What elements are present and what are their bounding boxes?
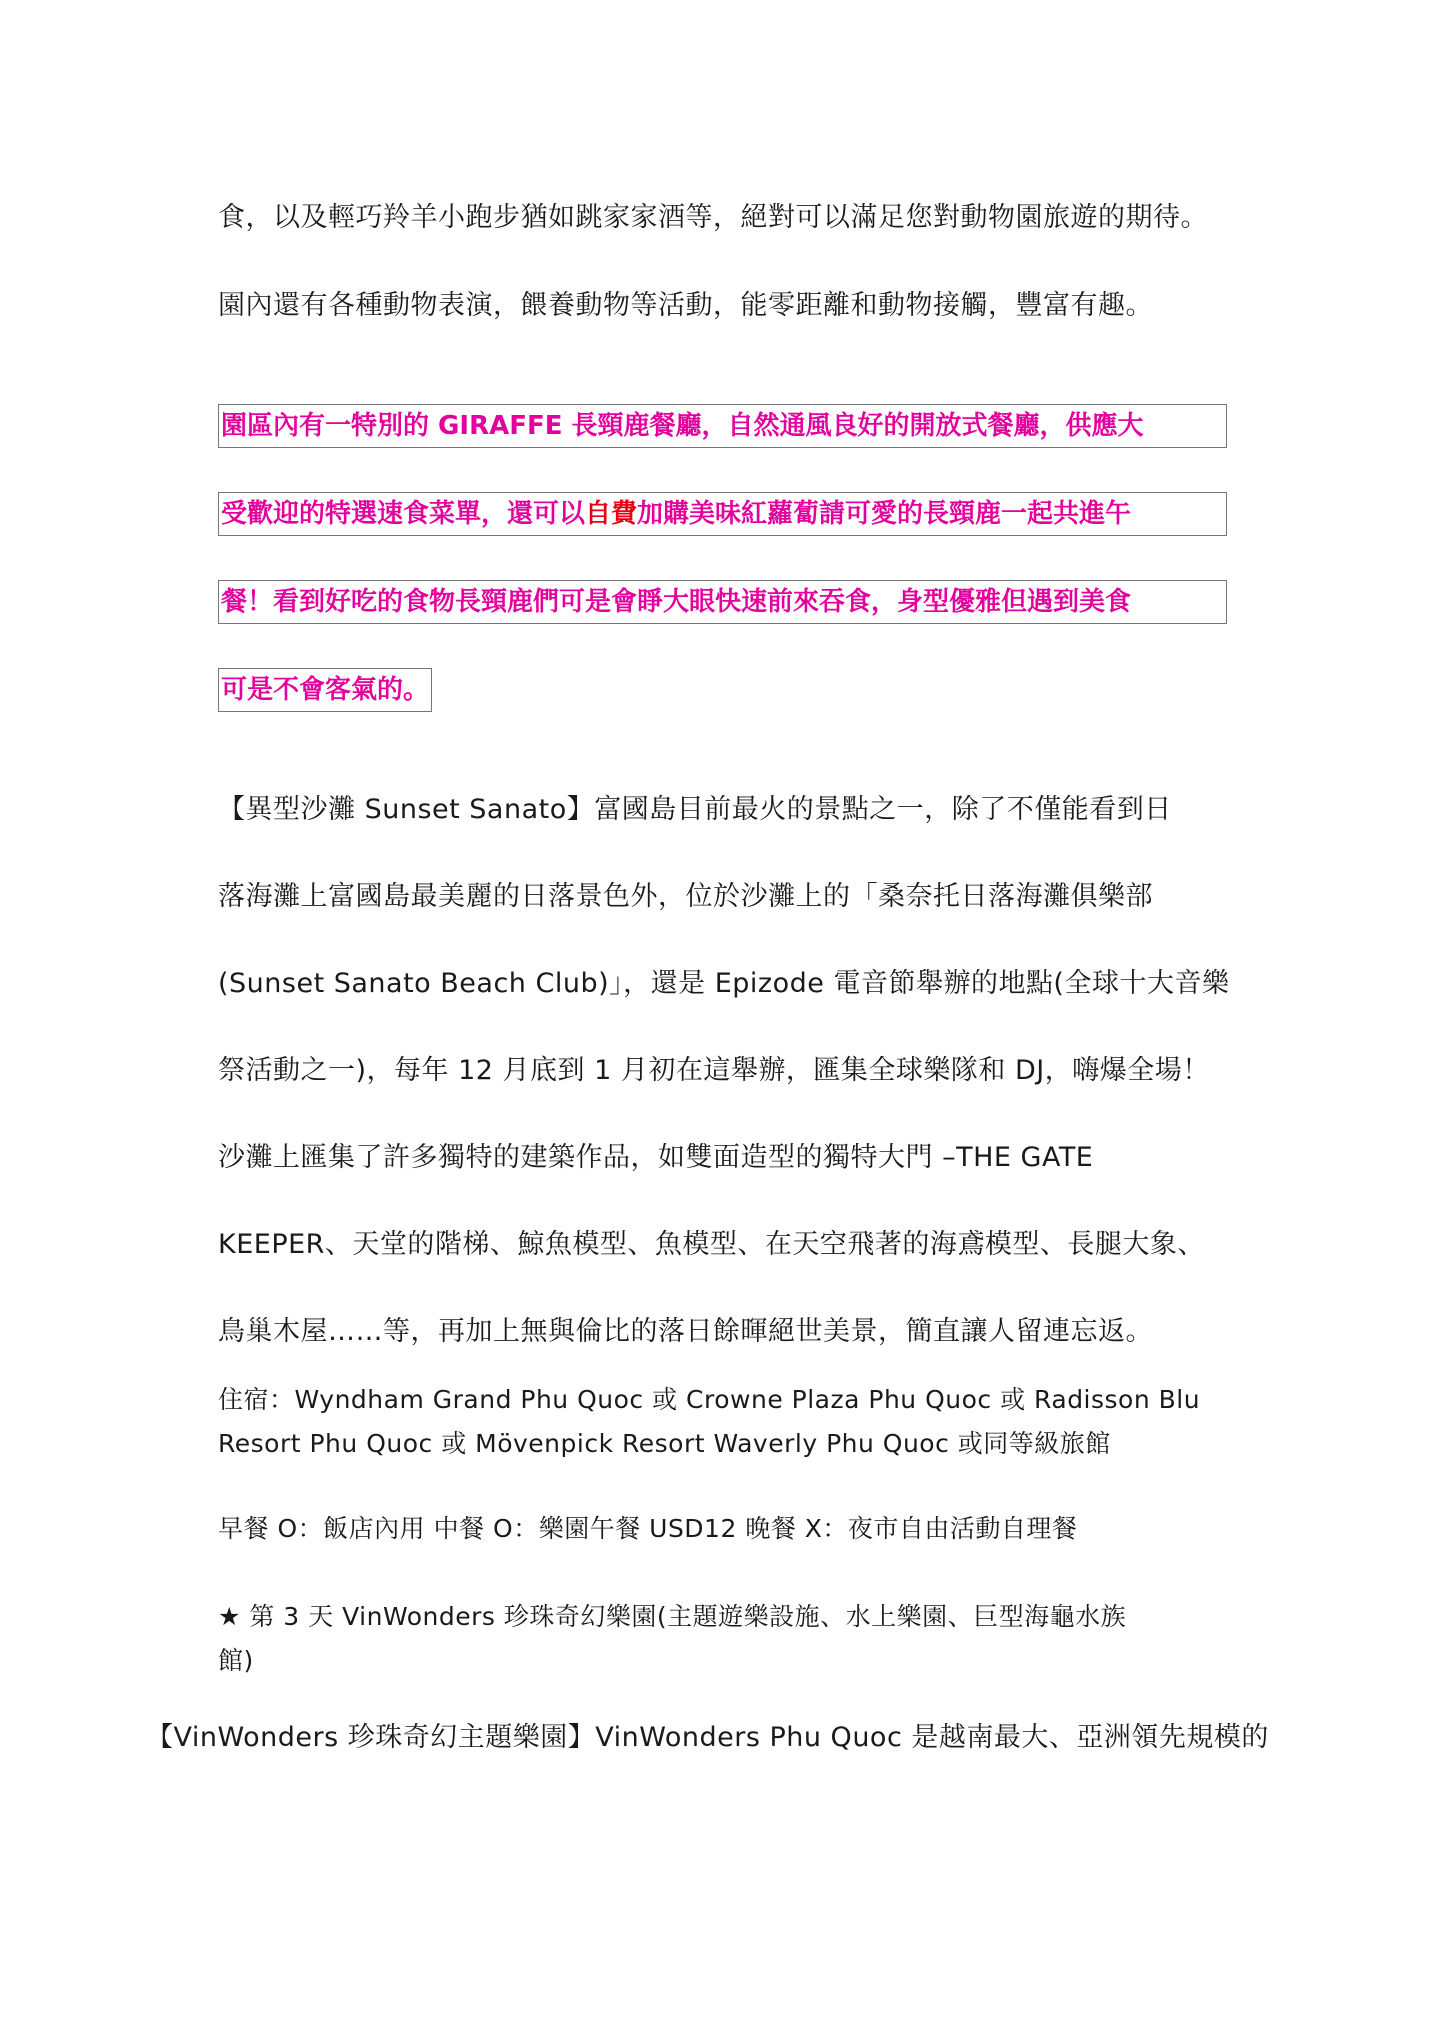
vinwonders-intro: 【VinWonders 珍珠奇幻主題樂園】VinWonders Phu Quoc 是越南最大、亞洲領先規模的: [146, 1722, 1269, 1753]
lodging-line2: Resort Phu Quoc 或 Mövenpick Resort Waverly Phu Quoc 或同等級旅館: [218, 1429, 1111, 1458]
para2-line4: 祭活動之一)，每年 12 月底到 1 月初在這舉辦，匯集全球樂隊和 DJ，嗨爆全場！: [218, 1055, 1210, 1086]
lodging-line1: 住宿：Wyndham Grand Phu Quoc 或 Crowne Plaza Phu Quoc 或 Radisson Blu: [218, 1385, 1201, 1414]
highlight-line4: 可是不會客氣的。: [218, 668, 432, 712]
highlight-line2-a: 受歡迎的特選速食菜單，還可以: [221, 499, 586, 529]
highlight-line2: [218, 492, 1227, 536]
para2-line1: 【異型沙灘 Sunset Sanato】富國島目前最火的景點之一，除了不僅能看到日: [218, 794, 1172, 825]
highlight-self-pay: 自費: [585, 499, 638, 529]
para2-line2: 落海灘上富國島最美麗的日落景色外，位於沙灘上的「桑奈托日落海灘俱樂部: [218, 881, 1153, 912]
highlight-line2-c: 加購美味紅蘿蔔請可愛的長頸鹿一起共進午: [637, 499, 1132, 529]
para2-line6: KEEPER、天堂的階梯、鯨魚模型、魚模型、在天空飛著的海鳶模型、長腿大象、: [218, 1229, 1205, 1260]
day3-heading-line1: ★ 第 3 天 VinWonders 珍珠奇幻樂園(主題遊樂設施、水上樂園、巨型海龜水族: [218, 1602, 1127, 1631]
day3-heading-line2: 館): [218, 1646, 254, 1675]
highlight-line3: 餐！看到好吃的食物長頸鹿們可是會睜大眼快速前來吞食，身型優雅但遇到美食: [218, 580, 1227, 624]
meals-line: 早餐 O：飯店內用 中餐 O：樂園午餐 USD12 晚餐 X：夜市自由活動自理餐: [218, 1514, 1078, 1543]
para2-line5: 沙灘上匯集了許多獨特的建築作品，如雙面造型的獨特大門 –THE GATE: [218, 1142, 1094, 1173]
para2-line7: 鳥巢木屋……等，再加上無與倫比的落日餘暉絕世美景，簡直讓人留連忘返。: [218, 1316, 1153, 1347]
para1-line1: 食，以及輕巧羚羊小跑步猶如跳家家酒等，絕對可以滿足您對動物園旅遊的期待。: [218, 202, 1208, 233]
para1-line2: 園內還有各種動物表演，餵養動物等活動，能零距離和動物接觸，豐富有趣。: [218, 290, 1153, 321]
para2-line3: (Sunset Sanato Beach Club)」，還是 Epizode 電音節舉辦的地點(全球十大音樂: [218, 968, 1230, 999]
highlight-line1: 園區內有一特別的 GIRAFFE 長頸鹿餐廳，自然通風良好的開放式餐廳，供應大: [218, 404, 1227, 448]
